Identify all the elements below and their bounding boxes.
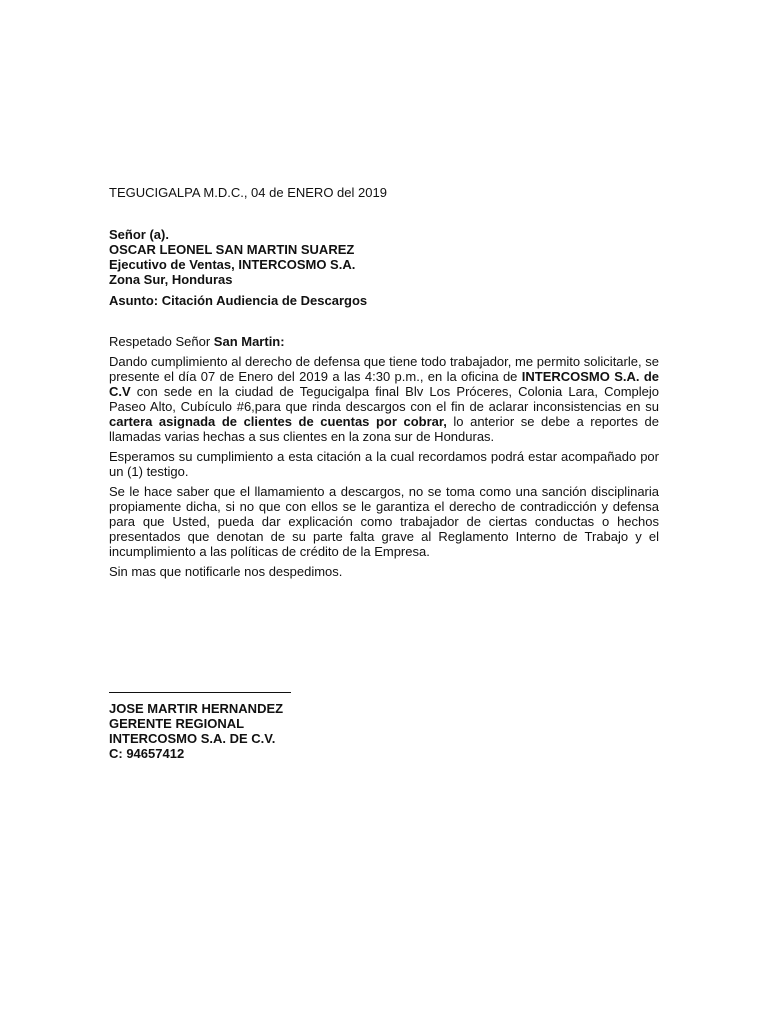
paragraph-citation-part3: lo anterior se debe a reportes de llamadas varias hechas a sus clientes en la zona sur de Honduras. (109, 414, 660, 444)
subject-line: Asunto: Citación Audiencia de Descargos (109, 293, 368, 308)
signer-company: INTERCOSMO S.A. DE C.V. (109, 731, 276, 746)
signer-name: JOSE MARTIR HERNANDEZ (109, 701, 284, 716)
salutation-prefix: Respetado Señor (109, 334, 214, 349)
salutation (109, 334, 659, 349)
paragraph-citation (109, 354, 659, 444)
paragraph-witness: Esperamos su cumplimiento a esta citación a la cual recordamos podrá estar acompañado por un (1) testigo. (109, 449, 659, 479)
signer-title: GERENTE REGIONAL (109, 716, 245, 731)
letter-body (109, 185, 659, 584)
closing-line: Sin mas que notificarle nos despedimos. (109, 564, 343, 579)
paragraph-citation-part1: Dando cumplimiento al derecho de defensa que tiene todo trabajador, me permito solicitarle, se presente el día 07 de Enero del 2019 a las 4:30 p.m., en la oficina de (109, 354, 659, 384)
addressee-zone: Zona Sur, Honduras (109, 272, 233, 287)
paragraph-citation-emphasis: cartera asignada de clientes de cuentas por cobrar, (109, 414, 447, 429)
addressee-name: OSCAR LEONEL SAN MARTIN SUAREZ (109, 242, 355, 257)
addressee-honorific: Señor (a). (109, 227, 169, 242)
signature-line (109, 692, 291, 693)
signer-phone: C: 94657412 (109, 746, 185, 761)
signature-block (109, 692, 409, 761)
addressee-position: Ejecutivo de Ventas, INTERCOSMO S.A. (109, 257, 356, 272)
company-name: INTERCOSMO S.A. de C.V (109, 369, 659, 399)
date-line: TEGUCIGALPA M.D.C., 04 de ENERO del 2019 (109, 185, 387, 200)
paragraph-notice: Se le hace saber que el llamamiento a descargos, no se toma como una sanción disciplinaria propiamente dicha, si no que con ellos se le garantiza el derecho de contradicción y defensa para que Usted, pueda dar explicación como trabajador de ciertas conductas o hechos presentados que denotan de su parte falta grave al Reglamento Interno de Trabajo y el incumplimiento a las políticas de crédito de la Empresa. (109, 484, 659, 559)
paragraph-citation-part2: con sede en la ciudad de Tegucigalpa final Blv Los Próceres, Colonia Lara, Complejo Paseo Alto, Cubículo #6,para que rinda descargos con el fin de aclarar inconsistencias en su (109, 384, 659, 414)
addressee-block (109, 227, 659, 287)
salutation-name: San Martin: (213, 334, 285, 349)
